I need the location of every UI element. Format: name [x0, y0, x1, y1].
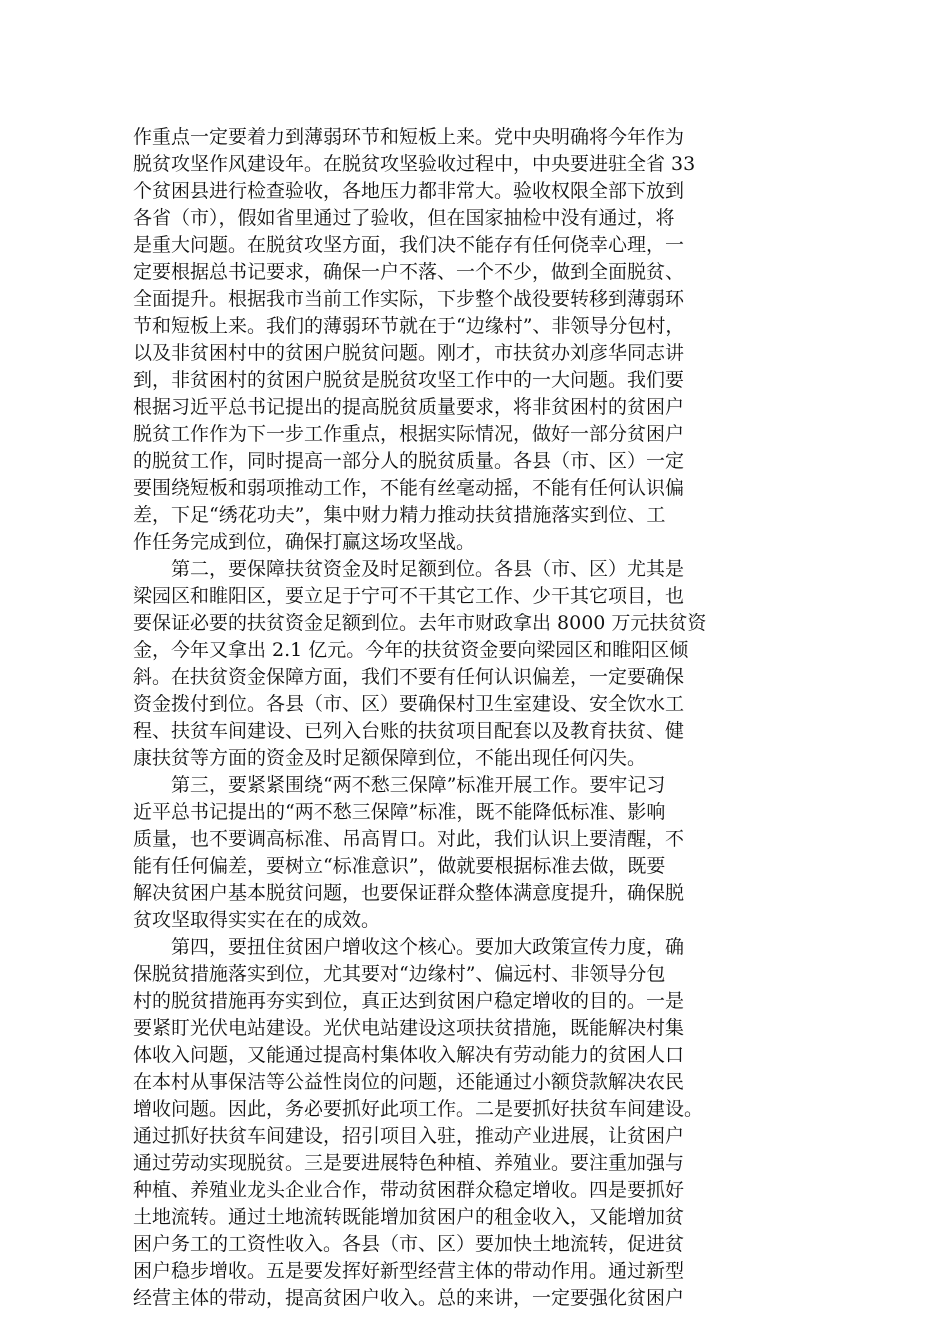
- text-line: 增收问题。因此，务必要抓好此项工作。二是要抓好扶贫车间建设。: [133, 1098, 704, 1120]
- text-line: 种植、养殖业龙头企业合作，带动贫困群众稳定增收。四是要抓好: [133, 1179, 685, 1201]
- text-line: 第四，要扭住贫困户增收这个核心。要加大政策宣传力度，确: [133, 936, 685, 958]
- text-line: 根据习近平总书记提出的提高脱贫质量要求，将非贫困村的贫困户: [133, 396, 685, 418]
- text-line: 脱贫工作作为下一步工作重点，根据实际情况，做好一部分贫困户: [133, 423, 685, 445]
- text-line: 近平总书记提出的“两不愁三保障”标准，既不能降低标准、影响: [133, 801, 666, 823]
- text-line: 金，今年又拿出 2.1 亿元。今年的扶贫资金要向梁园区和睢阳区倾: [133, 639, 689, 661]
- text-line: 脱贫攻坚作风建设年。在脱贫攻坚验收过程中，中央要进驻全省 33: [133, 153, 696, 175]
- text-line: 土地流转。通过土地流转既能增加贫困户的租金收入，又能增加贫: [133, 1206, 685, 1228]
- text-line: 全面提升。根据我市当前工作实际，下步整个战役要转移到薄弱环: [133, 288, 685, 310]
- text-line: 要围绕短板和弱项推动工作，不能有丝毫动摇，不能有任何认识偏: [133, 477, 685, 499]
- text-line: 第二，要保障扶贫资金及时足额到位。各县（市、区）尤其是: [133, 558, 685, 580]
- text-line: 在本村从事保洁等公益性岗位的问题，还能通过小额贷款解决农民: [133, 1071, 685, 1093]
- text-line: 以及非贫困村中的贫困户脱贫问题。刚才，市扶贫办刘彦华同志讲: [133, 342, 685, 364]
- text-line: 困户稳步增收。五是要发挥好新型经营主体的带动作用。通过新型: [133, 1260, 685, 1282]
- text-line: 差，下足“绣花功夫”，集中财力精力推动扶贫措施落实到位、工: [133, 504, 666, 526]
- text-line: 质量，也不要调高标准、吊高胃口。对此，我们认识上要清醒，不: [133, 828, 685, 850]
- text-line: 村的脱贫措施再夯实到位，真正达到贫困户稳定增收的目的。一是: [133, 990, 685, 1012]
- text-line: 的脱贫工作，同时提高一部分人的脱贫质量。各县（市、区）一定: [133, 450, 685, 472]
- text-line: 斜。在扶贫资金保障方面，我们不要有任何认识偏差，一定要确保: [133, 666, 685, 688]
- document-body-text: [133, 124, 823, 1312]
- text-line: 个贫困县进行检查验收，各地压力都非常大。验收权限全部下放到: [133, 180, 685, 202]
- text-line: 第三，要紧紧围绕“两不愁三保障”标准开展工作。要牢记习: [133, 774, 666, 796]
- text-line: 节和短板上来。我们的薄弱环节就在于“边缘村”、非领导分包村，: [133, 315, 685, 337]
- text-line: 要紧盯光伏电站建设。光伏电站建设这项扶贫措施，既能解决村集: [133, 1017, 685, 1039]
- text-line: 经营主体的带动，提高贫困户收入。总的来讲，一定要强化贫困户: [133, 1287, 685, 1309]
- text-line: 通过抓好扶贫车间建设，招引项目入驻，推动产业进展，让贫困户: [133, 1125, 685, 1147]
- text-line: 定要根据总书记要求，确保一户不落、一个不少，做到全面脱贫、: [133, 261, 685, 283]
- text-line: 保脱贫措施落实到位，尤其要对“边缘村”、偏远村、非领导分包: [133, 963, 666, 985]
- text-line: 各省（市），假如省里通过了验收，但在国家抽检中没有通过，将: [133, 207, 675, 229]
- text-line: 体收入问题，又能通过提高村集体收入解决有劳动能力的贫困人口: [133, 1044, 685, 1066]
- text-line: 作重点一定要着力到薄弱环节和短板上来。党中央明确将今年作为: [133, 126, 685, 148]
- text-line: 程、扶贫车间建设、已列入台账的扶贫项目配套以及教育扶贫、健: [133, 720, 685, 742]
- text-line: 困户务工的工资性收入。各县（市、区）要加快土地流转，促进贫: [133, 1233, 685, 1255]
- text-line: 通过劳动实现脱贫。三是要进展特色种植、养殖业。要注重加强与: [133, 1152, 685, 1174]
- text-line: 到，非贫困村的贫困户脱贫是脱贫攻坚工作中的一大问题。我们要: [133, 369, 685, 391]
- text-line: 能有任何偏差，要树立“标准意识”，做就要根据标准去做，既要: [133, 855, 666, 877]
- text-line: 梁园区和睢阳区，要立足于宁可不干其它工作、少干其它项目，也: [133, 585, 685, 607]
- text-line: 贫攻坚取得实实在在的成效。: [133, 909, 381, 931]
- text-line: 要保证必要的扶贫资金足额到位。去年市财政拿出 8000 万元扶贫资: [133, 612, 707, 634]
- text-line: 康扶贫等方面的资金及时足额保障到位，不能出现任何闪失。: [133, 747, 647, 769]
- text-line: 解决贫困户基本脱贫问题，也要保证群众整体满意度提升，确保脱: [133, 882, 685, 904]
- text-line: 是重大问题。在脱贫攻坚方面，我们决不能存有任何侥幸心理，一: [133, 234, 685, 256]
- text-line: 作任务完成到位，确保打赢这场攻坚战。: [133, 531, 476, 553]
- text-line: 资金拨付到位。各县（市、区）要确保村卫生室建设、安全饮水工: [133, 693, 685, 715]
